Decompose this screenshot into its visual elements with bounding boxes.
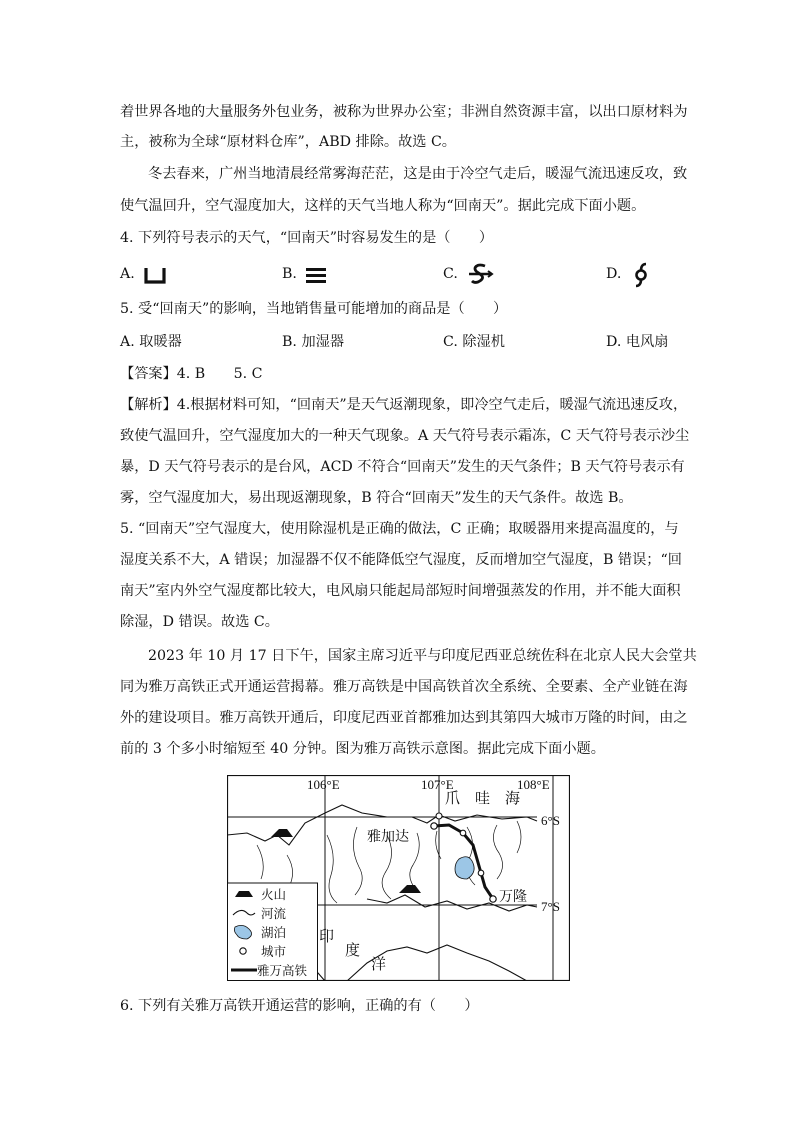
explanation-line: 【解析】4.根据材料可知，“回南天”是天气返潮现象，即冷空气走后，暖湿气流迅速反攻， — [120, 397, 688, 413]
q4-option-a: A. — [120, 266, 135, 282]
frost-icon — [143, 264, 167, 286]
city-label-jakarta: 雅加达 — [367, 829, 409, 845]
question-6: 6. 下列有关雅万高铁开通运营的影响，正确的有（ ） — [120, 998, 479, 1014]
explanation-line: 南天”室内外空气湿度都比较大，电风扇只能起局部短时间增强蒸发的作用，并不能大面积 — [120, 583, 681, 599]
para-line: 着世界各地的大量服务外包业务，被称为世界办公室；非洲自然资源丰富，以出口原材料为 — [120, 104, 688, 120]
para-line: 主，被称为全球“原材料仓库”，ABD 排除。故选 C。 — [120, 134, 456, 150]
explanation-line: 5. “回南天”空气湿度大，使用除湿机是正确的做法，C 正确；取暖器用来提高温度的，与 — [120, 521, 679, 537]
svg-text:城市: 城市 — [261, 944, 287, 959]
railway-map — [227, 775, 570, 981]
para-line: 使气温回升，空气湿度加大，这样的天气当地人称为“回南天”。据此完成下面小题。 — [120, 198, 646, 214]
explanation-line: 雾，空气湿度加大，易出现返潮现象，B 符合“回南天”发生的天气条件。故选 B。 — [120, 490, 633, 506]
explanation-line: 致使气温回升，空气湿度加大的一种天气现象。A 天气符号表示霜冻，C 天气符号表示沙尘 — [120, 428, 690, 444]
q4-option-c: C. — [443, 266, 458, 282]
lon-label: 107°E — [421, 777, 454, 792]
fog-icon — [304, 264, 328, 286]
city-bandung-dot — [490, 896, 496, 902]
svg-text:河流: 河流 — [261, 906, 287, 921]
lat-label: 6°S — [541, 813, 560, 828]
svg-text:湖泊: 湖泊 — [261, 925, 287, 940]
question-5: 5. 受“回南天”的影响，当地销售量可能增加的商品是（ ） — [120, 301, 508, 317]
explanation-line: 湿度关系不大，A 错误；加湿器不仅不能降低空气湿度，反而增加空气湿度，B 错误；“回 — [120, 552, 682, 568]
material-line: 前的 3 个多小时缩短至 40 分钟。图为雅万高铁示意图。据此完成下面小题。 — [120, 741, 605, 757]
city-jakarta-dot — [431, 823, 437, 829]
lon-label: 106°E — [307, 777, 340, 792]
q5-option-a: A. 取暖器 — [120, 334, 182, 350]
q4-option-d: D. — [606, 266, 622, 282]
sea-label: 爪 哇 海 — [445, 789, 521, 807]
explanation-line: 除湿，D 错误。故选 C。 — [120, 614, 279, 630]
typhoon-icon — [630, 262, 652, 288]
lat-label: 7°S — [541, 899, 560, 914]
lon-label: 108°E — [517, 777, 550, 792]
ocean-label-char: 洋 — [371, 955, 387, 973]
material-line: 外的建设项目。雅万高铁开通后，印度尼西亚首都雅加达到其第四大城市万隆的时间，由之 — [120, 710, 688, 726]
svg-text:雅万高铁: 雅万高铁 — [257, 963, 308, 978]
material-line: 同为雅万高铁正式开通运营揭幕。雅万高铁是中国高铁首次全系统、全要素、全产业链在海 — [120, 679, 688, 695]
city-icon — [240, 948, 246, 954]
material-line: 2023 年 10 月 17 日下午，国家主席习近平与印度尼西亚总统佐科在北京人民大会堂共 — [148, 648, 697, 664]
q5-option-c: C. 除湿机 — [443, 334, 505, 350]
ocean-label-char: 印 — [319, 927, 335, 945]
q5-option-b: B. 加湿器 — [282, 334, 345, 350]
explanation-line: 暴，D 天气符号表示的是台风，ACD 不符合“回南天”发生的天气条件；B 天气符号表示有 — [120, 459, 685, 475]
q5-option-d: D. 电风扇 — [606, 334, 669, 350]
q4-option-b: B. — [282, 266, 297, 282]
answer-line: 【答案】4. B 5. C — [120, 366, 263, 382]
sandstorm-icon — [467, 260, 495, 288]
ocean-label-char: 度 — [345, 941, 361, 959]
city-label-bandung: 万隆 — [499, 889, 527, 905]
svg-text:火山: 火山 — [261, 887, 287, 902]
question-4: 4. 下列符号表示的天气，“回南天”时容易发生的是（ ） — [120, 230, 494, 246]
para-line: 冬去春来，广州当地清晨经常雾海茫茫，这是由于冷空气走后，暖湿气流迅速反攻，致 — [148, 166, 688, 182]
